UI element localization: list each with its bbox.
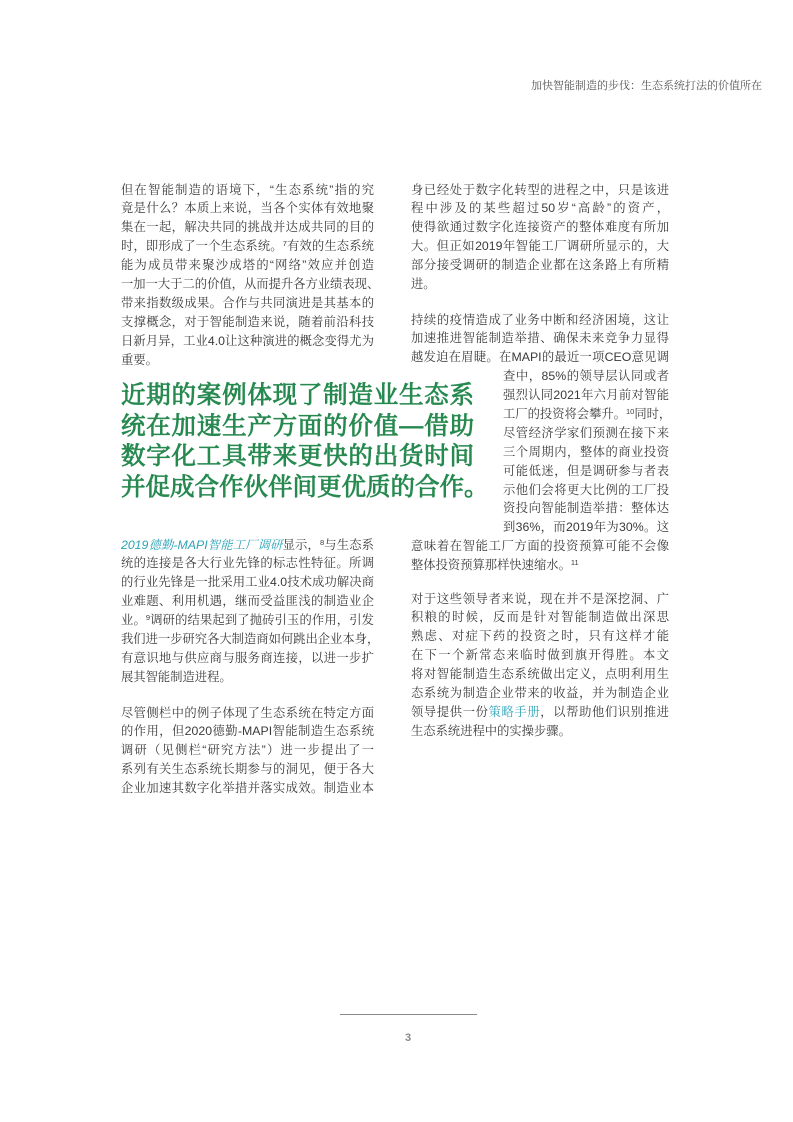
text-line: [121, 237, 374, 256]
text-segment: 领导提供一份: [411, 704, 489, 719]
text-line: 查中，85%的领导层认同或者: [503, 369, 669, 384]
text-line: [121, 611, 374, 630]
text-line: 意味着在智能工厂方面的投资预算可能不会像: [411, 539, 669, 554]
pull-quote-line: 统在加速生产方面的价值—借助: [121, 412, 474, 440]
text-line: 一加一大于二的价值，从而提升各方业绩表现、: [121, 276, 380, 291]
text-line: 大。但正如2019年智能工厂调研所显示的，大: [411, 239, 669, 254]
footer-rule: [340, 1014, 477, 1015]
body-paragraph: [411, 590, 669, 741]
footnote-ref: 7: [282, 239, 287, 249]
text-line: 重要。: [121, 352, 158, 367]
text-line: 积粮的时候，反而是针对智能制造做出深思: [411, 610, 669, 625]
text-segment: 同时，: [634, 406, 672, 421]
text-line: 在下一个新常态来临时做到旗开得胜。本文: [411, 648, 669, 663]
text-line: 集在一起，解决共同的挑战并达成共同的目的: [121, 220, 374, 235]
pull-quote-line: 数字化工具带来更快的出货时间: [121, 443, 474, 470]
text-line: 尽管经济学家们预测在接下来: [503, 425, 669, 440]
text-line: 态系统为制造企业带来的收益，并为制造企业: [411, 685, 669, 700]
text-line: 统的连接是各大行业先锋的标志性特征。所调: [121, 556, 374, 571]
text-line: 但在智能制造的语境下，“生态系统”指的究: [121, 182, 374, 197]
text-line: 将对智能制造生态系统做出定义，点明利用生: [411, 667, 669, 682]
text-line: 熟虑、对症下药的投资之时，只有这样才能: [411, 629, 669, 644]
text-line: 进。: [411, 276, 436, 291]
text-line: 越发迫在眉睫。在MAPI的最近一项CEO意见调: [411, 350, 669, 365]
body-paragraph: [411, 181, 669, 294]
body-paragraph: [121, 704, 374, 798]
text-line: 到36%，而2019年为30%。这: [503, 520, 669, 535]
text-line: 的作用，但2020德勤-MAPI智能制造生态系统: [121, 724, 374, 739]
text-line: 强烈认同2021年六月前对智能: [503, 388, 669, 403]
footnote-ref: 11: [570, 558, 579, 568]
text-segment: 整体投资预算那样快速缩水。: [411, 558, 571, 573]
text-line: 示他们会将更大比例的工厂投: [503, 482, 669, 497]
text-line: 加速推进智能制造举措、确保未来竞争力显得: [411, 331, 669, 346]
body-paragraph: [121, 181, 380, 370]
page-number: 3: [404, 1032, 412, 1044]
text-line: 系列有关生态系统长期参与的洞见，便于各大: [121, 762, 374, 777]
text-line: 的行业先锋是一批采用工业4.0技术成功解决商: [121, 575, 374, 590]
text-segment: 与生态系: [324, 537, 374, 552]
text-line: 部分接受调研的制造企业都在这条路上有所精: [411, 258, 669, 273]
text-segment: ，以帮助他们识别推进: [540, 704, 669, 719]
pull-quote-line: 并促成合作伙伴间更优质的合作。: [121, 473, 489, 501]
running-header: 加快智能制造的步伐：生态系统打法的价值所在: [531, 80, 762, 92]
text-line: 调研（见侧栏“研究方法”）进一步提出了一: [121, 743, 374, 758]
text-segment: 业。: [121, 613, 146, 628]
text-line: 对于这些领导者来说，现在并不是深挖洞、广: [411, 591, 669, 606]
text-line: 能为成员带来聚沙成塔的“网络”效应并创造: [121, 258, 374, 273]
text-line: 资投向智能制造举措：整体达: [503, 501, 669, 516]
text-segment: 时，即形成了一个生态系统。: [121, 239, 283, 254]
text-line: 身已经处于数字化转型的进程之中，只是该进: [411, 182, 669, 197]
text-line: 三个周期内，整体的商业投资: [503, 444, 669, 459]
body-paragraph: [121, 536, 380, 687]
text-line: 日新月异，工业4.0让这种演进的概念变得尤为: [121, 333, 374, 348]
text-line: 可能低迷，但是调研参与者表: [503, 463, 669, 478]
text-line: [121, 536, 374, 555]
text-line: 展其智能制造进程。: [121, 669, 232, 684]
text-line: 带来指数级成果。合作与共同演进是其基本的: [121, 295, 374, 310]
text-line: 企业加速其数字化举措并落实成效。制造业本: [121, 781, 374, 796]
text-line: 竟是什么？本质上来说，当各个实体有效地聚: [121, 201, 374, 216]
text-line: [411, 703, 669, 722]
survey-report-link[interactable]: 2019德勤-MAPI智能工厂调研: [121, 537, 283, 552]
body-paragraph: [411, 311, 672, 575]
playbook-link[interactable]: 策略手册: [488, 704, 541, 719]
text-line: 持续的疫情造成了业务中断和经济困境，这让: [411, 312, 669, 327]
text-line: 生态系统进程中的实操步骤。: [411, 723, 571, 738]
footnote-ref: 10: [625, 406, 635, 416]
text-line: 有意识地与供应商与服务商连接，以进一步扩: [121, 650, 374, 665]
text-line: 程中涉及的某些超过50岁“高龄”的资产，: [411, 201, 669, 216]
text-line: 我们进一步研究各大制造商如何跳出企业本身，: [121, 631, 380, 646]
text-segment: 调研的结果起到了抛砖引玉的作用，引发: [150, 613, 374, 628]
text-segment: 工厂的投资将会攀升。: [503, 406, 626, 421]
footnote-ref: 8: [319, 537, 325, 547]
text-line: 使得欲通过数字化连接资产的整体难度有所加: [411, 220, 669, 235]
footnote-ref: 9: [145, 613, 151, 623]
text-line: 尽管侧栏中的例子体现了生态系统在特定方面: [121, 705, 374, 720]
text-line: [503, 405, 672, 424]
text-line: 业难题、利用机遇，继而受益匪浅的制造业企: [121, 594, 374, 609]
text-segment: 有效的生态系统: [286, 239, 374, 254]
text-segment: 显示，: [282, 537, 320, 552]
text-line: 支撑概念，对于智能制造来说，随着前沿科技: [121, 314, 374, 329]
text-line: [411, 556, 669, 575]
pull-quote-line: 近期的案例体现了制造业生态系: [121, 382, 474, 409]
